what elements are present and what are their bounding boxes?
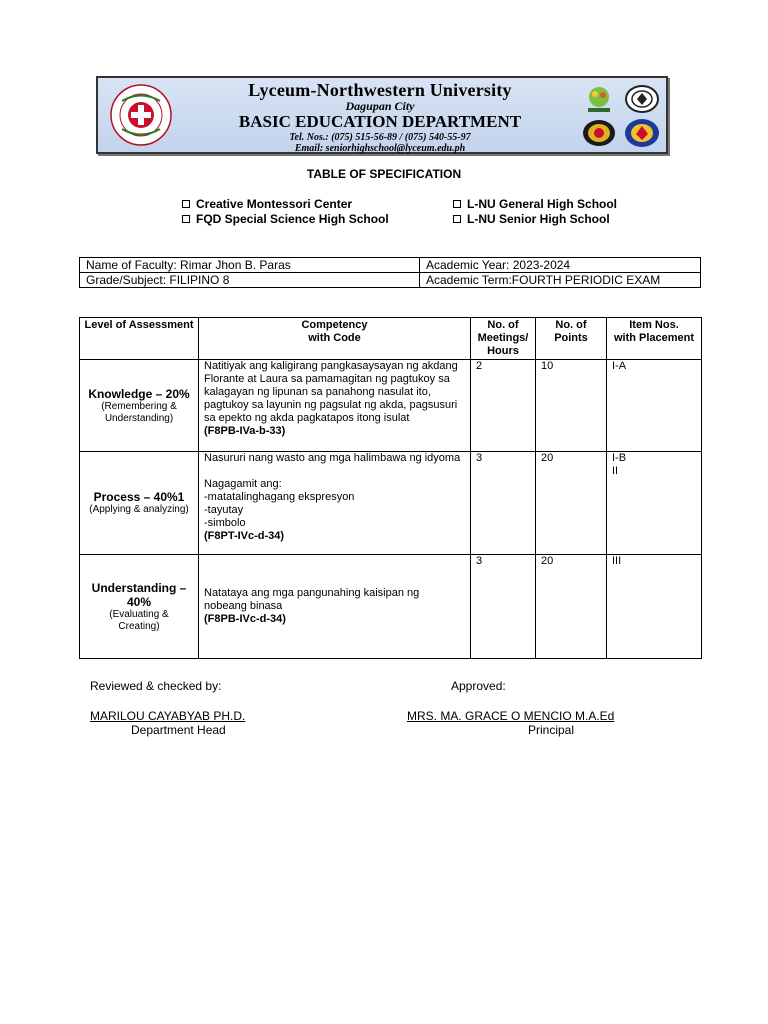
- items-cell: I-B II: [607, 452, 702, 555]
- level-name: Knowledge – 20%: [88, 386, 190, 401]
- checkbox-icon[interactable]: [453, 215, 461, 223]
- specification-table: [79, 317, 702, 659]
- competency-cell: [199, 360, 471, 452]
- competency-cell: [199, 555, 471, 659]
- approved-label: Approved:: [451, 679, 506, 693]
- table-row: [80, 555, 702, 659]
- university-seal-logo: [110, 84, 172, 146]
- school-option-label: L-NU Senior High School: [467, 212, 610, 226]
- school-option-general-high[interactable]: [453, 197, 617, 211]
- header-competency: Competency with Code: [199, 318, 471, 360]
- email-address: Email: seniorhighschool@lyceum.edu.ph: [294, 143, 466, 154]
- items-cell: I-A: [607, 360, 702, 452]
- level-name: Understanding – 40%: [91, 580, 187, 609]
- school-option-label: FQD Special Science High School: [196, 212, 389, 226]
- level-cell: [80, 555, 199, 659]
- meetings-cell: 3: [471, 555, 536, 659]
- school-option-label: Creative Montessori Center: [196, 197, 353, 211]
- checkbox-icon[interactable]: [453, 200, 461, 208]
- school-option-fqd[interactable]: [182, 212, 389, 226]
- department-name: BASIC EDUCATION DEPARTMENT: [238, 112, 522, 131]
- reviewed-label: Reviewed & checked by:: [90, 679, 222, 693]
- school-option-montessori[interactable]: [182, 197, 352, 211]
- meetings-cell: 2: [471, 360, 536, 452]
- competency-code: (F8PT-IVc-d-34): [204, 530, 285, 542]
- academic-year: Academic Year: 2023-2024: [420, 258, 701, 273]
- high-school-logo: [624, 84, 660, 114]
- school-option-senior-high[interactable]: [453, 212, 610, 226]
- university-name: Lyceum-Northwestern University: [248, 80, 512, 100]
- header-points: No. of Points: [536, 318, 607, 360]
- school-option-label: L-NU General High School: [467, 197, 618, 211]
- level-cell: [80, 360, 199, 452]
- competency-text: Natataya ang mga pangunahing kaisipan ng nobeang binasa: [204, 587, 420, 612]
- science-high-school-logo: [582, 118, 616, 148]
- school-header-banner: [96, 76, 668, 154]
- points-cell: 20: [536, 555, 607, 659]
- competency-code: (F8PB-IVc-d-34): [204, 613, 286, 625]
- level-cell: [80, 452, 199, 555]
- header-items: Item Nos. with Placement: [607, 318, 702, 360]
- city-name: Dagupan City: [345, 99, 415, 113]
- reviewer-title: Department Head: [131, 723, 226, 737]
- level-description: (Applying & analyzing): [89, 504, 189, 515]
- header-level: Level of Assessment: [80, 318, 199, 360]
- level-description: (Evaluating & Creating): [109, 608, 169, 632]
- points-cell: 20: [536, 452, 607, 555]
- checkbox-icon[interactable]: [182, 215, 190, 223]
- points-cell: 10: [536, 360, 607, 452]
- telephone-numbers: Tel. Nos.: (075) 515-56-89 / (075) 540-55-97: [289, 132, 471, 143]
- reviewer-name: MARILOU CAYABYAB PH.D.: [90, 709, 246, 723]
- table-row: [80, 452, 702, 555]
- table-header-row: [80, 318, 702, 360]
- competency-cell: [199, 452, 471, 555]
- items-cell: III: [607, 555, 702, 659]
- faculty-info-table: [79, 257, 701, 288]
- competency-text: Nasururi nang wasto ang mga halimbawa ng idyoma Nagagamit ang: -matatalinghagang ekspresyon -tayutay -simbolo: [204, 452, 461, 529]
- checkbox-icon[interactable]: [182, 200, 190, 208]
- faculty-name: Name of Faculty: Rimar Jhon B. Paras: [80, 258, 420, 273]
- level-name: Process – 40%1: [93, 490, 185, 504]
- document-title: TABLE OF SPECIFICATION: [306, 167, 462, 181]
- meetings-cell: 3: [471, 452, 536, 555]
- approver-name: MRS. MA. GRACE O MENCIO M.A.Ed: [407, 709, 615, 723]
- academic-term: Academic Term:FOURTH PERIODIC EXAM: [420, 273, 701, 288]
- competency-text: Natitiyak ang kaligirang pangkasaysayan ng akdang Florante at Laura sa pamamagitan ng pagtukoy sa kalagayan ng lipunan sa panahong nasulat ito, pagtukoy sa layunin ng pagsulat ng akda, pagsusuri sa epekto ng akda pagkatapos itong isulat: [204, 360, 458, 424]
- level-description: (Remembering & Understanding): [101, 400, 177, 424]
- competency-code: (F8PB-IVa-b-33): [204, 425, 286, 437]
- montessori-logo: [582, 84, 616, 114]
- approver-title: Principal: [528, 723, 575, 737]
- table-row: [80, 360, 702, 452]
- grade-subject: Grade/Subject: FILIPINO 8: [80, 273, 420, 288]
- header-meetings: No. of Meetings/ Hours: [471, 318, 536, 360]
- senior-high-school-logo: [624, 118, 660, 148]
